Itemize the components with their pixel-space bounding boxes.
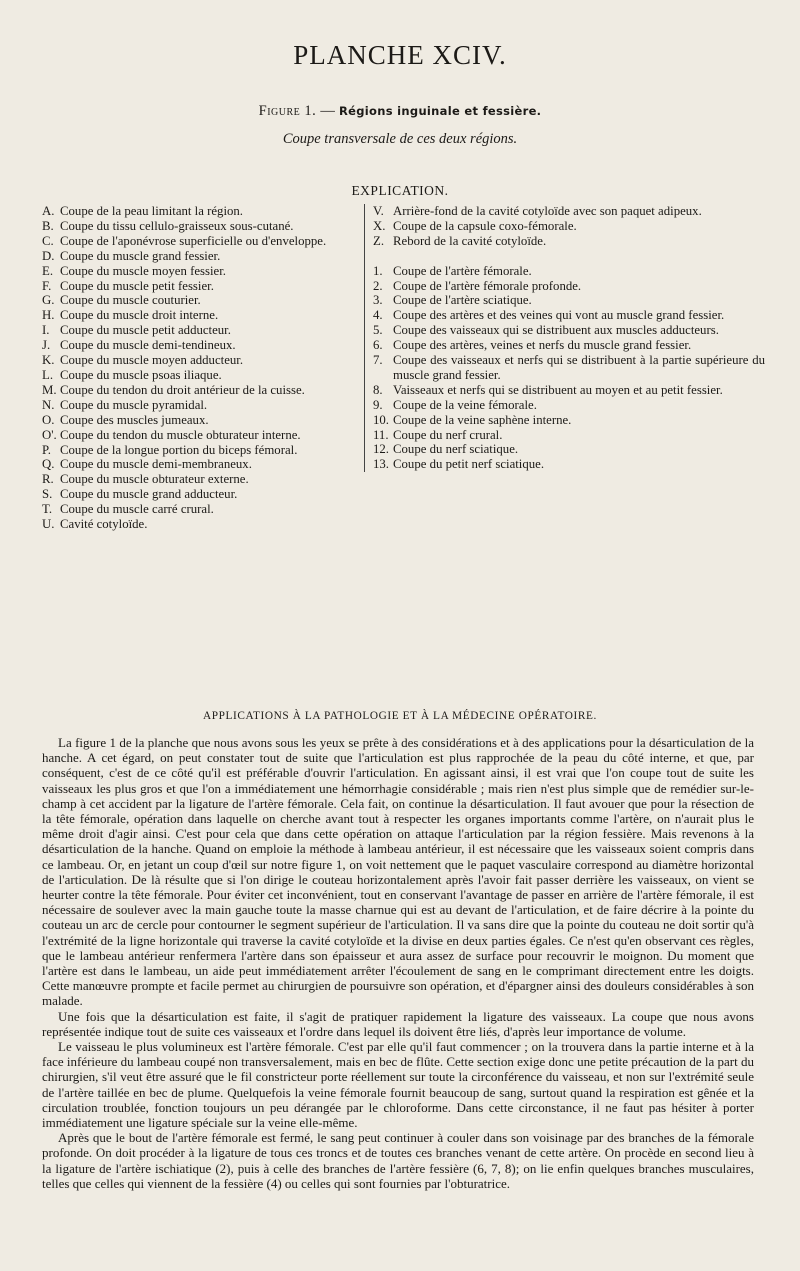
- legend-letter-entries: [373, 204, 765, 249]
- legend-gap: [373, 249, 765, 264]
- legend-text: Coupe des vaisseaux et nerfs qui se distribuent à la partie supérieure du muscle grand fessier.: [393, 353, 765, 382]
- legend-entry: [373, 442, 765, 457]
- legend-text: Coupe du muscle carré crural.: [60, 502, 214, 517]
- legend-key: H.: [42, 308, 55, 323]
- legend-text: Vaisseaux et nerfs qui se distribuent au moyen et au petit fessier.: [393, 382, 723, 397]
- legend-key: P.: [42, 442, 51, 457]
- legend-text: Arrière-fond de la cavité cotyloïde avec son paquet adipeux.: [393, 204, 702, 218]
- legend-text: Coupe du muscle moyen adducteur.: [60, 353, 244, 368]
- legend-entry: [373, 457, 765, 472]
- legend-key: T.: [42, 502, 53, 517]
- legend-key: 3.: [373, 293, 383, 308]
- legend-text: Coupe du muscle couturier.: [60, 293, 201, 308]
- legend-entry: [42, 487, 357, 502]
- legend-entry: [42, 323, 357, 338]
- legend-entry: [42, 517, 357, 532]
- legend-text: Coupe des artères et des veines qui vont au muscle grand fessier.: [393, 308, 725, 323]
- legend-text: Coupe du tendon du droit antérieur de la cuisse.: [60, 382, 305, 397]
- legend-entry: [42, 368, 357, 383]
- legend-entry: [42, 249, 357, 264]
- legend-key: 11.: [373, 427, 389, 442]
- legend-key: V.: [373, 204, 384, 218]
- legend-entry: [373, 234, 765, 249]
- legend-text: Coupe du muscle pyramidal.: [60, 397, 208, 412]
- legend-key: 6.: [373, 338, 383, 353]
- legend-entry: [42, 383, 357, 398]
- legend-key: 5.: [373, 323, 383, 338]
- figure-caption: [0, 103, 800, 120]
- legend-text: Coupe de l'aponévrose superficielle ou d'enveloppe.: [60, 233, 327, 248]
- legend-text: Coupe du petit nerf sciatique.: [393, 457, 545, 472]
- legend-key: G.: [42, 293, 55, 308]
- legend-text: Coupe du tendon du muscle obturateur interne.: [60, 427, 301, 442]
- legend-key: J.: [42, 338, 51, 353]
- legend-text: Coupe des muscles jumeaux.: [60, 412, 209, 427]
- legend-key: Q.: [42, 457, 55, 472]
- legend-text: Coupe des vaisseaux qui se distribuent aux muscles adducteurs.: [393, 323, 719, 338]
- legend-text: Coupe du muscle demi-tendineux.: [60, 338, 236, 353]
- legend-key: 13.: [373, 457, 389, 472]
- legend-entry: [373, 308, 765, 323]
- figure-title: Régions inguinale et fessière.: [339, 104, 542, 118]
- legend-key: A.: [42, 204, 55, 218]
- legend-text: Coupe de l'artère fémorale profonde.: [393, 278, 582, 293]
- legend-key: 9.: [373, 397, 383, 412]
- legend-text: Coupe de la veine fémorale.: [393, 397, 537, 412]
- legend-entry: [373, 413, 765, 428]
- legend-text: Coupe de la capsule coxo-fémorale.: [393, 218, 577, 233]
- legend-entry: [42, 279, 357, 294]
- legend-entry: [42, 443, 357, 458]
- legend-key: M.: [42, 382, 57, 397]
- legend-entry: [373, 204, 765, 219]
- legend-key: O.: [42, 412, 55, 427]
- legend-key: X.: [373, 218, 386, 233]
- legend-entry: [42, 353, 357, 368]
- legend-text: Coupe du muscle moyen fessier.: [60, 263, 226, 278]
- paragraph: Une fois que la désarticulation est faite, il s'agit de pratiquer rapidement la ligature des vaisseaux. La coupe que nous avons représentée indique tout de suite ces vaisseaux et l'ordre dans lequel ils doivent être liés, d'après leur importance de volume.: [42, 1008, 754, 1039]
- legend-key: 7.: [373, 353, 383, 368]
- legend-text: Rebord de la cavité cotyloïde.: [393, 233, 547, 248]
- legend-key: D.: [42, 248, 55, 263]
- legend-text: Coupe de la peau limitant la région.: [60, 204, 244, 218]
- legend-text: Cavité cotyloïde.: [60, 517, 148, 532]
- legend-entry: [42, 398, 357, 413]
- paragraph: Après que le bout de l'artère fémorale est fermé, le sang peut continuer à couler dans son voisinage par des branches de la fémorale profonde. On doit procéder à la ligature de tous ces troncs et de toutes ces branches venant de cette artère. On procède en second lieu à la ligature de l'artère ischiatique (2), puis à celle des branches de l'artère fessière (6, 7, 8); on lie enfin quelques branches musculaires, telles que celles qui viennent de la fessière (4) ou celles qui sont fournies par l'obturatrice.: [42, 1130, 754, 1191]
- legend-entry: [42, 338, 357, 353]
- explanation-heading: EXPLICATION.: [351, 183, 449, 198]
- legend-text: Coupe de l'artère fémorale.: [393, 263, 532, 278]
- legend-key: K.: [42, 353, 55, 368]
- legend-text: Coupe du muscle petit fessier.: [60, 278, 214, 293]
- legend-entry: [42, 428, 357, 443]
- legend-key: L.: [42, 367, 54, 382]
- applications-heading: APPLICATIONS À LA PATHOLOGIE ET À LA MÉDECINE OPÉRATOIRE.: [203, 710, 597, 722]
- paragraph: La figure 1 de la planche que nous avons sous les yeux se prête à des considérations et à des applications pour la désarticulation de la hanche. A cet égard, on peut constater tout de suite que l'articulation est plus rapprochée de la peau du côté interne, et que, par conséquent, c'est de ce côté qu'il est préférable d'ouvrir l'articulation. En agissant ainsi, il est vrai que l'on coupe tout de suite les vaisseaux les plus gros et que l'on a immédiatement une hémorrhagie considérable ; mais rien n'est plus simple que de remédier sur-le-champ à cet accident par la ligature de l'artère fémorale. Cela fait, on continue la désarticulation. Il faut avouer que pour la résection de la tête fémorale, opération dans laquelle on cherche avant tout à respecter les organes importants comme l'artère, on n'aurait plus le même droit d'agir ainsi. C'est pour cela que dans cette opération on attaque l'articulation par la région fessière. Mais revenons à la désarticulation de la hanche. Quand on emploie la méthode à lambeau antérieur, il est nécessaire que les vaisseaux soient compris dans ce lambeau. Or, en jetant un coup d'œil sur notre figure 1, on voit nettement que le paquet vasculaire correspond au diamètre horizontal de l'articulation. De là résulte que si l'on dirige le couteau horizontalement après l'avoir fait passer derrière les vaisseaux, on vient se heurter contre la tête fémorale. Pour éviter cet inconvénient, tout en conservant l'avantage de passer en arrière de l'artère fémorale, il est nécessaire de soulever avec la main gauche toute la masse charnue qui est au devant de l'articulation, et de faire décrire à la pointe du couteau un arc de cercle pour contourner le segment supérieur de l'articulation. Il va sans dire que la pointe du couteau ne doit sortir qu'à l'extrémité de la ligne horizontale qui traverse la cavité cotyloïde et la divise en deux parties égales. Ce n'est qu'en observant ces règles, que le lambeau antérieur renfermera l'artère dans son épaisseur et aura assez de surface pour recouvrir le moignon. Du moment que l'artère est dans le lambeau, un aide peut immédiatement arrêter l'écoulement de sang en le comprimant directement entre les doigts. Cette manœuvre prompte et facile permet au chirurgien de poursuivre son opération, et d'épargner ainsi des douleurs considérables à son malade.: [42, 735, 754, 1009]
- legend-key: C.: [42, 233, 54, 248]
- legend-right-column: [364, 204, 765, 472]
- legend-entry: [373, 428, 765, 443]
- legend-entry: [373, 323, 765, 338]
- legend-entry: [42, 457, 357, 472]
- legend-entry: [373, 383, 765, 398]
- legend-entry: [42, 502, 357, 517]
- legend-text: Coupe du muscle grand adducteur.: [60, 487, 238, 502]
- legend-key: 1.: [373, 263, 383, 278]
- legend-text: Coupe du nerf crural.: [393, 427, 503, 442]
- legend-text: Coupe de la longue portion du biceps fémoral.: [60, 442, 298, 457]
- legend-entry: [373, 398, 765, 413]
- legend-key: E.: [42, 263, 54, 278]
- legend-key: 4.: [373, 308, 383, 323]
- legend-entry: [42, 219, 357, 234]
- legend-left-column: [42, 204, 357, 532]
- legend-entry: [42, 413, 357, 428]
- legend-entry: [42, 472, 357, 487]
- legend-key: I.: [42, 323, 50, 338]
- paragraph: Le vaisseau le plus volumineux est l'artère fémorale. C'est par elle qu'il faut commencer ; on la trouvera dans la partie interne et à la face inférieure du lambeau coupé non transversalement, mais en bec de flûte. Cette section exige donc une petite précaution de la part du chirurgien, s'il veut être assuré que le fil constricteur porte réellement sur toute la circonférence du vaisseau, et non sur l'extrémité seule de l'artère taillée en bec de plume. Quelquefois la veine fémorale fournit beaucoup de sang, surtout quand la respiration est gênée et la circulation troublée, fonction toujours un peu dérangée par le chloroforme. Dans cette circonstance, il ne faut pas hésiter à porter immédiatement une ligature spéciale sur la veine elle-même.: [42, 1039, 754, 1131]
- legend-text: Coupe de l'artère sciatique.: [393, 293, 532, 308]
- legend-text: Coupe du tissu cellulo-graisseux sous-cutané.: [60, 218, 294, 233]
- legend-key: 8.: [373, 382, 383, 397]
- legend-entry: [42, 204, 357, 219]
- legend-entry: [373, 264, 765, 279]
- plate-title: PLANCHE XCIV.: [293, 40, 507, 70]
- legend-key: 10.: [373, 412, 389, 427]
- legend-text: Coupe de la veine saphène interne.: [393, 412, 572, 427]
- legend-text: Coupe du muscle psoas iliaque.: [60, 367, 222, 382]
- legend-text: Coupe du nerf sciatique.: [393, 442, 519, 457]
- legend-entry: [42, 293, 357, 308]
- legend-key: O'.: [42, 427, 57, 442]
- legend-key: N.: [42, 397, 55, 412]
- legend-key: Z.: [373, 233, 385, 248]
- legend-entry: [42, 234, 357, 249]
- legend-text: Coupe du muscle demi-membraneux.: [60, 457, 252, 472]
- legend-key: S.: [42, 487, 53, 502]
- figure-subtitle: Coupe transversale de ces deux régions.: [282, 131, 518, 147]
- legend-entry: [373, 353, 765, 383]
- legend-entry: [373, 219, 765, 234]
- legend-text: Coupe du muscle obturateur externe.: [60, 472, 249, 487]
- legend-key: F.: [42, 278, 52, 293]
- legend-entry: [373, 338, 765, 353]
- legend-entry: [373, 279, 765, 294]
- legend-entry: [42, 308, 357, 323]
- legend-text: Coupe du muscle petit adducteur.: [60, 323, 231, 338]
- legend-entry: [373, 293, 765, 308]
- legend-text: Coupe du muscle droit interne.: [60, 308, 219, 323]
- legend-key: 2.: [373, 278, 383, 293]
- legend-key: R.: [42, 472, 54, 487]
- figure-number: Figure 1. —: [258, 103, 336, 119]
- applications-body: [42, 735, 754, 1191]
- legend-entry: [42, 264, 357, 279]
- legend-key: 12.: [373, 442, 389, 457]
- legend-text: Coupe des artères, veines et nerfs du muscle grand fessier.: [393, 338, 692, 353]
- legend-number-entries: [373, 264, 765, 473]
- legend-key: U.: [42, 517, 55, 532]
- legend-text: Coupe du muscle grand fessier.: [60, 248, 221, 263]
- legend-key: B.: [42, 218, 54, 233]
